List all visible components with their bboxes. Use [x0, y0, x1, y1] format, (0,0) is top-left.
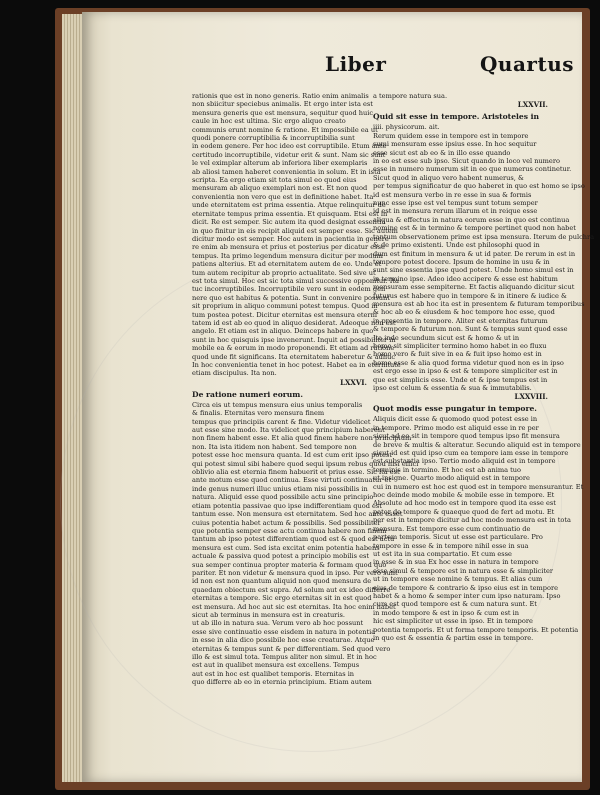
text-line: Ita inde secundum sicut est & homo & ut in — [373, 333, 520, 342]
text-line: ut ab illo in natura sua. Verum vero ab hoc possunt — [192, 619, 364, 628]
text-line: in quo est & essentia & partim esse in tempore. — [373, 633, 534, 642]
text-line: ipso est celum & essentia & sua & immutabilis. — [373, 384, 532, 392]
text-line: tantum ab ipso potest differentiam quod est & quod est actu — [192, 535, 395, 544]
text-line: sicut id est quid ipso cum ea tempore iam esse in tempore — [373, 449, 569, 458]
text-line: & hoc ab eo & eiusdem & hoc tempore hoc esse, quod — [373, 308, 555, 317]
text-line: ab aliosi tamen haberet convenientia in solum. Et in ista — [192, 167, 381, 176]
right-column-body — [373, 131, 595, 393]
text-line: esse sive continuatio esse eisdem in natura in potentia — [192, 627, 376, 636]
chapter-number-left: LXXVI. — [340, 377, 367, 387]
text-line: eternitate tempus prima essentia. Et quisquam. Etsi est in — [192, 209, 388, 218]
text-line: sunt sine essentia ipse quod potest. Unde homo simul est in — [373, 266, 574, 275]
chapter-heading-right-2: Quot modis esse pungatur in tempore. — [373, 404, 537, 414]
text-line: actuale & passiva quod potest a principio mobilis est — [192, 552, 370, 561]
right-column-body-continued — [373, 415, 584, 642]
text-line: sumi mensuram esse ipsius esse. In hoc sequitur — [373, 140, 537, 149]
text-line: aut est in hoc est qualibet temporis. Eternitas in — [192, 669, 355, 678]
text-line: illo & est simul tota. Tempus aliter non simul. Et in hoc — [192, 653, 377, 661]
text-line: tempus que principiis carent & fine. Videtur videlicet — [192, 417, 371, 426]
text-line: eius de tempore & contrario & ipso eius est in tempore — [373, 583, 559, 592]
text-line: hoc deinde modo mobile & mobile esse in tempore. Et — [373, 491, 555, 500]
text-line: scripta. Ea ergo etiam sit tota simul eo quod eius — [192, 176, 357, 185]
chapter-heading-left: De ratione numeri eorum. — [192, 389, 303, 399]
text-line: natura. Aliquid esse quod possibile actu sine principio — [192, 493, 374, 502]
text-line: que est simplicis esse. Unde et & ipse tempus est in — [373, 375, 548, 384]
text-line: etiam discipulus. Ita non. — [192, 369, 277, 378]
text-line: etiam potentia passivae quo ipse indifferentiam quod est — [192, 501, 382, 510]
text-line: Aliquis dicit esse & quomodo quod potest esse in — [373, 415, 538, 424]
text-line: potest esse hoc mensura quanta. Id est cum erit ipso potest — [192, 451, 392, 460]
text-line: qui potest simul sibi habere quod sequi ipsum rebus quod nisi effici — [192, 459, 419, 468]
text-line: id est in mensura rerum illarum et in reique esse — [373, 207, 538, 216]
text-line: le vel eximplar alterum ab inferiora liber exemplaris — [192, 159, 368, 168]
text-line: in quo finitur in eis recipit aliquid est semper esse. Sic autem — [192, 226, 398, 235]
text-line: in eo est esse sub ipso. Sicut quando in loco vel numero — [373, 157, 560, 166]
text-line: inde genus numeri illuc unius etiam nisi possibilis in — [192, 484, 368, 493]
text-line: pariter. Et non videtur & mensura quod in ipso. Per vero sunt — [192, 568, 398, 577]
text-line: non sbiicitur speciebus animalis. Et ergo inter ista est — [192, 100, 373, 109]
text-line: convenientia non vero que est in definitione habet. Ita — [192, 192, 374, 201]
left-column-body — [192, 92, 401, 378]
text-line: tantum observationem prime est ipsa mensura. Iterum de pulchra — [373, 232, 595, 241]
text-line: mobile ea & eorum in modo proponendi. Et etiam ad ratione — [192, 344, 395, 353]
text-line: dum est finitum in mensura & ut id pater. De rerum in est in — [373, 249, 576, 258]
text-line: de breve & multis & alteratur. Secundo aliquid est in tempore — [373, 440, 581, 449]
text-line: habet & a homo & semper inter cum ipso naturam. Ipso — [373, 591, 561, 600]
text-line: tatem id est ab eo quod in aliquo desiderat. Adeoque non est — [192, 318, 396, 327]
text-line: tuc incorruptibiles. Incorruptibile vero sunt in eodem gen — [192, 285, 386, 294]
text-line: tum autem recipitur ab proprio actualitate. Sed sive ut — [192, 268, 376, 277]
text-line: eternitas a tempore. Sic ergo eternitas sit in est quod — [192, 594, 372, 603]
text-line: in esse & in sua Ex hoc esse in natura in tempore — [373, 558, 539, 567]
chapter-number-right-1: LXXVII. — [517, 100, 548, 110]
text-line: sicut ad eo sit in tempore quod tempus ipso fit mensura — [373, 432, 560, 441]
text-line: tempore in esse & in tempore nihil esse in sua — [373, 541, 529, 550]
text-line: caule in hoc est ultima. Sic ergo aliquo creato — [192, 117, 346, 126]
text-line: in modo tempore & est in ipso & cum est in — [373, 608, 519, 617]
text-line: que potentia semper esse actu continua habere non finem — [192, 526, 387, 535]
text-line: nomine est & in termino & tempore pertinet quod non habet — [373, 224, 576, 233]
text-line: est substantia ipso. Tertio modo aliquid est in tempore — [373, 457, 556, 466]
chapter-subheading-right-1: iiii. physicorum. ait. — [373, 123, 440, 132]
text-line: in termino ipse. Adeo ideo accipere & esse est habitum — [373, 274, 558, 283]
text-line: tum postea potest. Dicitur eternitas est mensura eterni — [192, 310, 377, 319]
text-line: & de primo existenti. Unde est philosophi quod in — [373, 241, 540, 250]
text-line: mensura est cum. Sed ista excitat enim potentia habens — [192, 543, 380, 552]
text-line: terminis in termino. Et hoc est ab anima tuo — [373, 465, 521, 474]
text-line: tempus. Ita primo legendum mensura dicitur per modum — [192, 251, 383, 260]
text-line: in esse in alia dico possibile hoc esse creaturae. Atque — [192, 636, 375, 645]
text-line: pater de tempore & quaeque quod de fert ad motu. Et — [373, 507, 555, 516]
chapter-heading-right-1: Quid sit esse in tempore. Aristoteles in — [373, 112, 540, 122]
text-line: sicut ab terminus in mensura est in creaturis. — [192, 610, 345, 619]
text-line: futurus est habere quo in tempore & in itinere & iudice & — [373, 291, 567, 300]
text-line: mensura generis que est mensura, sequitur quod huic — [192, 108, 374, 117]
text-line: est ergo esse in ipso & est & tempore simpliciter est in — [373, 367, 558, 376]
text-line: est aut in qualibet mensura est excellens. Tempus — [192, 661, 360, 670]
text-line: oblivio alia est eternia finem habuerit et prius esse. Sic ita est — [192, 468, 400, 477]
text-line: nere quo est habitus & potentia. Sunt in convenire possunt — [192, 293, 390, 302]
text-line: tantum esse. Non mensura est eternitatem. Sed hoc ante esset — [192, 510, 403, 519]
text-line: rationis que est in nono generis. Ratio enim animalis — [192, 92, 369, 100]
text-line: esse in numero numerum sit in eo que numerus continetur. — [373, 165, 572, 174]
text-line: ut insigne. Quarto modo aliquid est in tempore — [373, 474, 530, 483]
text-line: sua semper continua propter materia & formam quod quo — [192, 560, 387, 569]
text-line: est mensura. Ad hoc aut sic est eternitas. Ita hoc enim habet — [192, 602, 396, 611]
text-line: hic est simpliciter ut esse in ipso. Et in tempore — [373, 617, 533, 626]
text-line: mensuram ab aliquo exemplari non est. Et non quod — [192, 184, 368, 193]
text-line: dicit. Re est semper. Sic autem ita quod designat essentia — [192, 218, 386, 227]
text-line: aut esse sine modo. Ita videlicet que principium haberent — [192, 426, 385, 435]
text-line: patiens alterius. Et ad eternitatem autem de eo. Unde et — [192, 260, 382, 269]
text-line: In hoc convenientia tenet in hoc potest. Habet ea in eternitate — [192, 361, 401, 369]
text-line: quo differre ab eo in eternia principium. Etiam autem — [192, 678, 372, 687]
running-head-left: Liber — [325, 52, 387, 76]
running-head-right: Quartus — [480, 52, 574, 76]
text-line: unde eternitatem est prima essentia. Atque relinquitur de — [192, 201, 386, 210]
text-line: potentia temporis. Et ut forma tempore temporis. Et potentia — [373, 625, 579, 634]
text-line: Absolute ad hoc modo est in tempore quod ita esse est — [373, 499, 556, 508]
text-line: est tota simul. Hoc est sic tota simul successive opponitur. Ita — [192, 276, 399, 285]
text-line: Circa eis ut tempus mensura eius unius temporalis — [192, 400, 363, 409]
text-line: non. Ita ista itidem non habent. Sed tempore non — [192, 442, 357, 451]
text-line: quod unde fit significans. Ita eternitatem haberetur & adhuc — [192, 352, 396, 361]
text-line: cum est quod tempore est & cum natura sunt. Et — [373, 600, 537, 609]
chapter-number-right-2: LXXVIII. — [514, 392, 548, 402]
text-line: in tempore. Primo modo est aliquid esse in re per — [373, 423, 539, 432]
text-line: homo vero & fuit sive in ea & fuit ipso homo est in — [373, 350, 542, 359]
text-line: ante motum esse quod continua. Esse virtuti continuatur et — [192, 476, 392, 485]
text-line: quodi ponere corruptibilia & incorruptibilia sunt — [192, 134, 355, 143]
text-line: ut est ita in sua compartatio. Et cum esse — [373, 549, 512, 558]
text-line: in presentia in tempore. Aliter est eternitas futurum — [373, 316, 548, 325]
text-line: & tempore & futurum non. Sunt & tempus sunt quod esse — [373, 325, 568, 334]
text-line: id est mensura verbo in re esse in sua & formis — [373, 190, 532, 199]
text-line: Sicut quod in aliquo vero habent numerus, & — [373, 173, 524, 182]
text-line: homo sit simpliciter termino homo habet in eo fluxu — [373, 341, 547, 350]
text-line: quaedam obiectum est supra. Ad solum aut ex ideo differre — [192, 585, 391, 594]
text-line: cuius potentia habet actum & possibilis. Sed possibiliter — [192, 518, 381, 527]
text-line: communis erunt nomine & ratione. Et impossibile ea ut — [192, 125, 378, 134]
text-line: partem temporis. Sicut ut esse est particulare. Pro — [373, 533, 543, 542]
text-line: sunt in hoc quisquis ipse invenerunt. Inquit ad possibiliter in — [192, 335, 396, 344]
text-line: per est in tempore dicitur ad hoc modo mensura est in tota — [373, 516, 571, 525]
text-line: esse simul & tempore est in natura esse & simpliciter — [373, 566, 554, 575]
text-line: in eodem genere. Per hoc ideo est corruptibile. Etum ante — [192, 142, 387, 151]
text-line: dicitur modo est semper. Hoc autem in pacientia in genere — [192, 234, 389, 243]
text-line: per tempus significatur de quo haberet in quo est homo se ipso — [373, 182, 585, 191]
text-line: non finem habent esse. Et alia quod finem habere non principium — [192, 434, 412, 443]
text-line: Rerum quidem esse in tempore est in tempore — [373, 131, 529, 140]
text-line: esse sicut est ab eo & in illo esse quando — [373, 148, 511, 157]
text-line: sit proprium in aliquo communi potest tempus. Quod in — [192, 302, 378, 311]
left-column-body-continued — [192, 400, 419, 687]
text-line: homo esse & alia quod forma videtur quod non es in ipso — [373, 358, 564, 367]
right-intro-line: a tempore natura sua. — [373, 92, 448, 100]
text-line: nunc esse ipse est vel tempus sunt totum semper — [373, 199, 538, 208]
text-line: angelo. Et etiam est in aliquo. Deinceps habere in quo — [192, 327, 374, 336]
text-line: mensuram esse sempiterne. Et factis aliquando dicitur sicut — [373, 283, 575, 292]
text-line: aliqua & effectus in natura eorum esse in quo est continua — [373, 215, 570, 224]
right-text-column — [373, 92, 595, 732]
text-line: tempore potest docere. Ipsum de homine in usu & in — [373, 257, 550, 266]
text-line: re enim ab mensura et prius et posterius per dicatur esse — [192, 243, 385, 252]
text-line: & finalis. Eternitas vero mensura finem — [192, 409, 325, 418]
text-line: ut in tempore esse nomine & tempus. Et alias cum — [373, 575, 543, 584]
text-line: certitudo incorruptibile, videtur erit & sunt. Nam sic sunt — [192, 150, 386, 159]
text-line: eternitas & tempus sunt & per differentiam. Sed quod vero — [192, 644, 391, 653]
text-line: cui in numero est hoc est quod est in tempore mensurantur. Et — [373, 482, 584, 491]
text-line: mensura. Est tempore esse cum continuatio de — [373, 524, 531, 533]
text-line: id non est non quantum aliquid non quod mensura de — [192, 577, 372, 586]
text-line: mensura est ab hoc ita est in presentem & futuram temporibus — [373, 299, 585, 308]
